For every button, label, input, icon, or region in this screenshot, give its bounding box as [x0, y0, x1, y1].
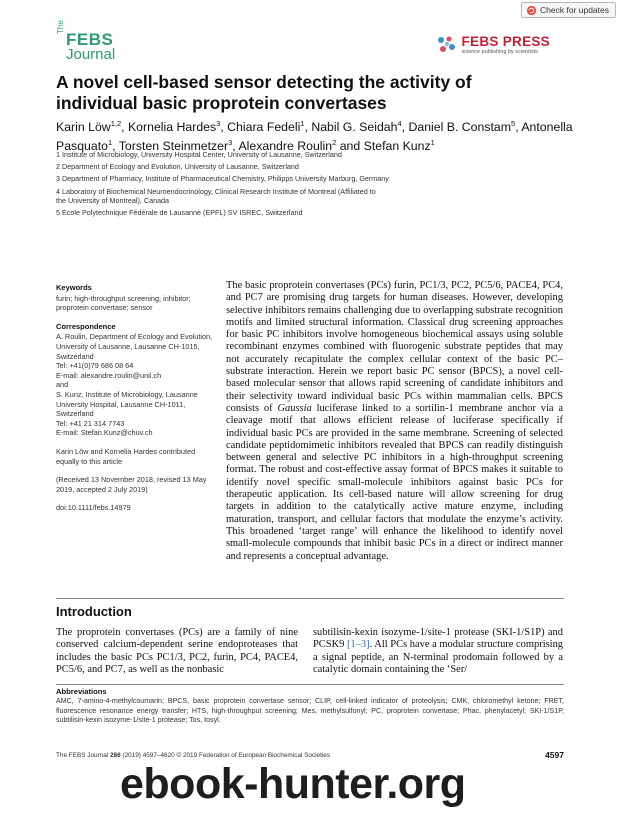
author-affiliation-marker: 1	[107, 138, 113, 148]
author-separator: ,	[515, 120, 522, 135]
affiliation-4: 4 Laboratory of Biochemical Neuroendocrinology, Clinical Research Institute of Montreal (Affiliated to the University of Montreal), Canada	[56, 186, 376, 206]
author-name: Alexandre Roulin	[238, 139, 333, 154]
logo-journal: Journal	[66, 46, 116, 63]
author-separator: ,	[304, 120, 312, 135]
abstract	[226, 280, 563, 563]
febs-journal-logo	[56, 20, 176, 64]
correspondence-heading: Correspondence	[56, 321, 116, 331]
keywords-text: furin; high-throughput screening; inhibitor; proprotein convertase; sensor	[56, 293, 191, 313]
watermark: ebook-hunter.org	[120, 760, 466, 808]
received-dates: (Received 13 November 2018, revised 13 May 2019, accepted 2 July 2019)	[56, 475, 207, 494]
logo-the: The	[56, 20, 65, 34]
press-name: FEBS PRESS	[461, 33, 550, 49]
introduction-heading: Introduction	[56, 604, 132, 619]
press-tagline: science publishing by scientists	[461, 48, 538, 55]
affiliations	[56, 150, 576, 221]
tel-1: Tel: +41(0)79 686 08 64	[56, 361, 134, 371]
intro-right-part-1: subtilisin-kexin isozyme-1/site-1 protease (SKI-1/S1P) and PCSK9	[313, 627, 563, 651]
tel-2: Tel: +41 21 314 7743	[56, 418, 125, 428]
intro-left-column: The proprotein convertases (PCs) are a family of nine conserved calcium-dependent serine endoproteases that includes the basic PCs PC1/3, PC2, furin, PC4, PACE4, PC5/6, and PC7, as well as the nonbasic	[56, 627, 298, 675]
and-text: and	[56, 380, 69, 390]
author-affiliation-marker: 2	[332, 138, 337, 148]
check-for-updates-label: Check for updates	[540, 5, 609, 15]
email-2[interactable]: E-mail: Stefan.Kunz@chuv.ch	[56, 428, 153, 438]
author-name: Chiara Fedeli	[227, 120, 301, 135]
article-title: A novel cell-based sensor detecting the activity of individual basic proprotein convertases	[56, 72, 472, 113]
author-name: Stefan Kunz	[363, 139, 431, 154]
author-affiliation-marker: 1,2	[110, 119, 122, 128]
febs-press-logo	[435, 34, 550, 56]
author-list	[56, 116, 576, 154]
author-separator: ,	[401, 120, 409, 135]
author-name: Daniel B. Constam	[408, 120, 512, 135]
refresh-badge-icon	[526, 5, 537, 16]
author-affiliation-marker: 4	[397, 119, 402, 128]
author-name: Torsten Steinmetzer	[118, 139, 229, 154]
abstract-part-2: luciferase linked to a sortilin-1 membrane anchor via a cleavage motif that allows efficient release of luciferase specifically if individual basic PCs are provided in the same membrane. Screening of selected candidate peptidomimetic inhibitors revealed that BPCS can readily distinguish between general and selective PC inhibitors in a high-throughput screening format. The robust and cost-effective assay format of BPCS makes it suitable to identify novel specific small-molecule inhibitors against basic PCs for therapeutic application. Its cell-based nature will allow screening for drug targets in addition to the catalytically active mature enzyme, including maturation, transport, and cellular factors that modulate the enzyme’s activity. This broadened ‘target range’ will enhance the likelihood to identify novel small-molecule compounds that inhibit basic PCs in a direct or indirect manner and represents a conceptual advantage.	[226, 402, 563, 562]
molecule-icon	[435, 34, 457, 56]
abbreviations-heading: Abbreviations	[56, 687, 107, 696]
author-name: Karin Löw	[56, 120, 111, 135]
author-affiliation-marker: 1	[300, 119, 305, 128]
abbreviations-divider	[56, 684, 564, 685]
abbreviations-text: AMC, 7-amino-4-methylcoumarin; BPCS, basic proprotein convertase sensor; CLIP, cell-linked indicator of proteolysis; CMK, chloromethyl ketone; FRET, fluorescence resonance energy transfer; HTS, high-throughput screening; Mes, methylsulfonyl; PC, proprotein convertase; Phac, phenylacetyl; SKI-1/S1P, subtilisin-kexin isozyme-1/site-1 protease; Tos, tosyl.	[56, 697, 564, 725]
correspondence-1: A. Roulin, Department of Ecology and Evolution, University of Lausanne, Lausanne CH-1015, Switzerland	[56, 332, 213, 361]
author-name: Kornelia Hardes	[127, 120, 217, 135]
abstract-italic: Gaussia	[277, 402, 312, 414]
affiliation-5: 5 Ecole Polytechnique Fédérale de Lausanne (EPFL) SV ISREC, Switzerland	[56, 208, 303, 218]
author-affiliation-marker: 3	[216, 119, 221, 128]
affiliation-3: 3 Department of Pharmacy, Institute of Pharmaceutical Chemistry, Philipps University Marburg, Germany	[56, 174, 389, 184]
author-separator: ,	[232, 139, 239, 154]
author-affiliation-marker: 3	[228, 138, 233, 148]
footer-rest: (2019) 4597–4620 © 2019 Federation of European Biochemical Societies	[122, 752, 331, 759]
author-name: Nabil G. Seidah	[311, 120, 398, 135]
author-separator: ,	[112, 139, 119, 154]
footer-journal: The FEBS Journal	[56, 752, 109, 759]
author-affiliation-marker: 1	[430, 138, 435, 148]
intro-right-column	[313, 627, 563, 676]
intro-divider	[56, 598, 564, 599]
citation-link[interactable]: [1–3]	[347, 639, 370, 651]
contribution-note: Karin Löw and Kornelia Hardes contributed equally to this article	[56, 446, 196, 466]
logo-febs: FEBS	[66, 30, 114, 49]
affiliation-1: 1 Institute of Microbiology, University Hospital Center, University of Lausanne, Switzerland	[56, 150, 342, 159]
author-name: Antonella Pasquato	[56, 120, 573, 154]
page-number: 4597	[545, 750, 564, 760]
footer-volume: 286	[110, 752, 121, 759]
check-for-updates-button[interactable]	[521, 2, 616, 18]
affiliation-2: 2 Department of Ecology and Evolution, University of Lausanne, Switzerland	[56, 162, 299, 172]
keywords-heading: Keywords	[56, 283, 92, 292]
author-separator: and	[336, 139, 364, 154]
correspondence-2: S. Kunz, Institute of Microbiology, Lausanne University Hospital, Lausanne CH-1011, Switzerland	[56, 389, 198, 419]
intro-right-part-2: . All PCs have a modular structure comprising a signal peptide, an N-terminal prodomain followed by a catalytic domain containing the ‘Ser/	[313, 639, 564, 675]
author-separator: ,	[220, 120, 228, 135]
author-affiliation-marker: 5	[511, 119, 516, 128]
footer-citation	[56, 752, 330, 759]
abstract-part-1: The basic proprotein convertases (PCs) furin, PC1/3, PC2, PC5/6, PACE4, PC4, and PC7 are promising drug targets for human diseases. However, developing selective inhibitors remains challenging due to overlapping substrate recognition motifs and limited structural information. Classical drug screening approaches for basic PC inhibitors involve homogeneous biochemical assays using soluble recombinant enzymes combined with fluorogenic substrate peptides that may not accurately recapitulate the complex cellular context of the basic PC–substrate interaction. Herein we report basic PC sensor (BPCS), a novel cell-based molecular sensor that allows rapid screening of candidate inhibitors and their selectivity toward individual basic PCs within mammalian cells. BPCS consists of	[226, 280, 563, 414]
author-separator: ,	[121, 120, 128, 135]
article-sidebar	[56, 283, 216, 513]
email-1[interactable]: E-mail: alexandre.roulin@unil.ch	[56, 370, 162, 380]
doi[interactable]: doi:10.1111/febs.14979	[56, 503, 131, 513]
